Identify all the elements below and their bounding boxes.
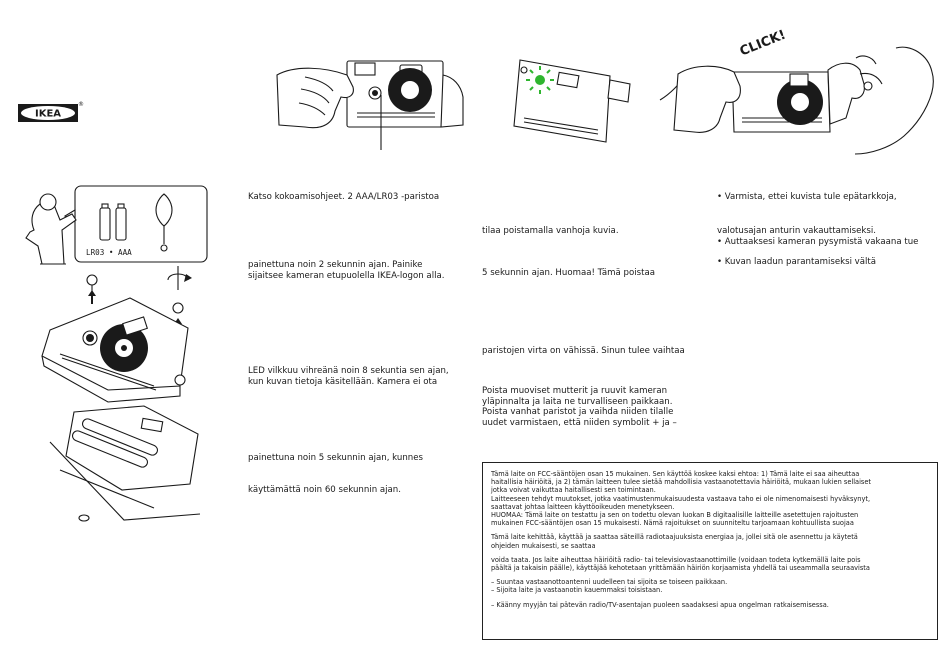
fcc-paragraph-5: – Käänny myyjän tai pätevän radio/TV-asentajan puoleen saadaksesi apua ongelman ratkaisemisessa.: [491, 600, 829, 609]
fcc-paragraph-1: Tämä laite on FCC-sääntöjen osan 15 mukainen. Sen käyttöä koskee kaksi ehtoa: 1) Tämä laite ei saa aiheuttaa haitallisia häiriöitä, ja 2) tämän laitteen tulee sietää mahdollisia vastaanotettavia häiriöitä, mukaan lukien sellaiset jotka voivat vaikuttaa haitallisesti sen toimintaan. Laitteeseen tehdyt muutokset, jotka vaatimustenmukaisuudesta vastaava taho ei ole nimenomaisesti hyväksynyt, saattavat johtaa laitteen käyttöoikeuden menetykseen. HUOMAA: Tämä laite on testattu ja sen on todettu olevan luokan B digitaalisille laitteille asetettujen rajoitusten mukainen FCC-sääntöjen osan 15 mukaisesti. Nämä rajoitukset on suunniteltu tarjoamaan kohtuullista suojaa: [491, 470, 871, 528]
illustration-battery-assembly: [20, 180, 220, 525]
tip-text-3c: • Kuvan laadun parantamiseksi vältä: [717, 257, 877, 267]
illustration-led-blink: [510, 58, 640, 148]
battery-label: LR03 • AAA: [86, 248, 132, 257]
fcc-notice-box: [482, 462, 938, 640]
instruction-text-1a: Katso kokoamisohjeet. 2 AAA/LR03 -paristoa: [248, 192, 440, 202]
instruction-text-2b: 5 sekunnin ajan. Huomaa! Tämä poistaa: [482, 268, 656, 278]
instruction-text-1d: painettuna noin 5 sekunnin ajan, kunnes: [248, 453, 423, 463]
fcc-paragraph-3: voida taata. Jos laite aiheuttaa häiriöitä radio- tai televisiovastaanottimille (voidaan todeta kytkemällä laite pois päältä ja takaisin päälle), käyttäjää kehotetaan yrittämään häiriön korjaamista yhdellä tai useammalla seuraavista: [491, 555, 870, 573]
click-label: CLICK!: [737, 27, 789, 60]
illustration-take-photo: [660, 14, 945, 154]
fcc-paragraph-2: Tämä laite kehittää, käyttää ja saattaa säteillä radiotaajuuksista energiaa ja, jollei sitä ole asennettu ja käytetä ohjeiden mukaisesti, se saattaa: [491, 533, 858, 550]
instruction-text-2d: Poista muoviset mutterit ja ruuvit kameran yläpinnalta ja laita ne turvalliseen paikkaan. Poista vanhat paristot ja vaihda niiden tilalle uudet varmistaen, että niiden symbolit + ja –: [482, 386, 677, 428]
illustration-press-button: [275, 55, 465, 150]
instruction-text-1b: painettuna noin 2 sekunnin ajan. Painike sijaitsee kameran etupuolella IKEA-logon alla.: [248, 260, 445, 281]
tip-text-3b: valotusajan anturin vakauttamiseksi. • Auttaaksesi kameran pysymistä vakaana tue: [717, 226, 919, 247]
instruction-text-2a: tilaa poistamalla vanhoja kuvia.: [482, 226, 619, 236]
fcc-paragraph-4: – Suuntaa vastaanottoantenni uudelleen tai sijoita se toiseen paikkaan. – Sijoita laite ja vastaanotin kauemmaksi toisistaan.: [491, 578, 728, 595]
tip-text-3a: • Varmista, ettei kuvista tule epätarkkoja,: [717, 192, 897, 202]
ikea-logo: [18, 104, 78, 122]
logo-text: IKEA: [34, 108, 62, 120]
trademark-symbol: ®: [78, 101, 84, 108]
instruction-text-1e: käyttämättä noin 60 sekunnin ajan.: [248, 485, 401, 495]
instruction-text-2c: paristojen virta on vähissä. Sinun tulee vaihtaa: [482, 346, 685, 356]
instruction-text-1c: LED vilkkuu vihreänä noin 8 sekuntia sen ajan, kun kuvan tietoja käsitellään. Kamera ei ota: [248, 366, 449, 387]
